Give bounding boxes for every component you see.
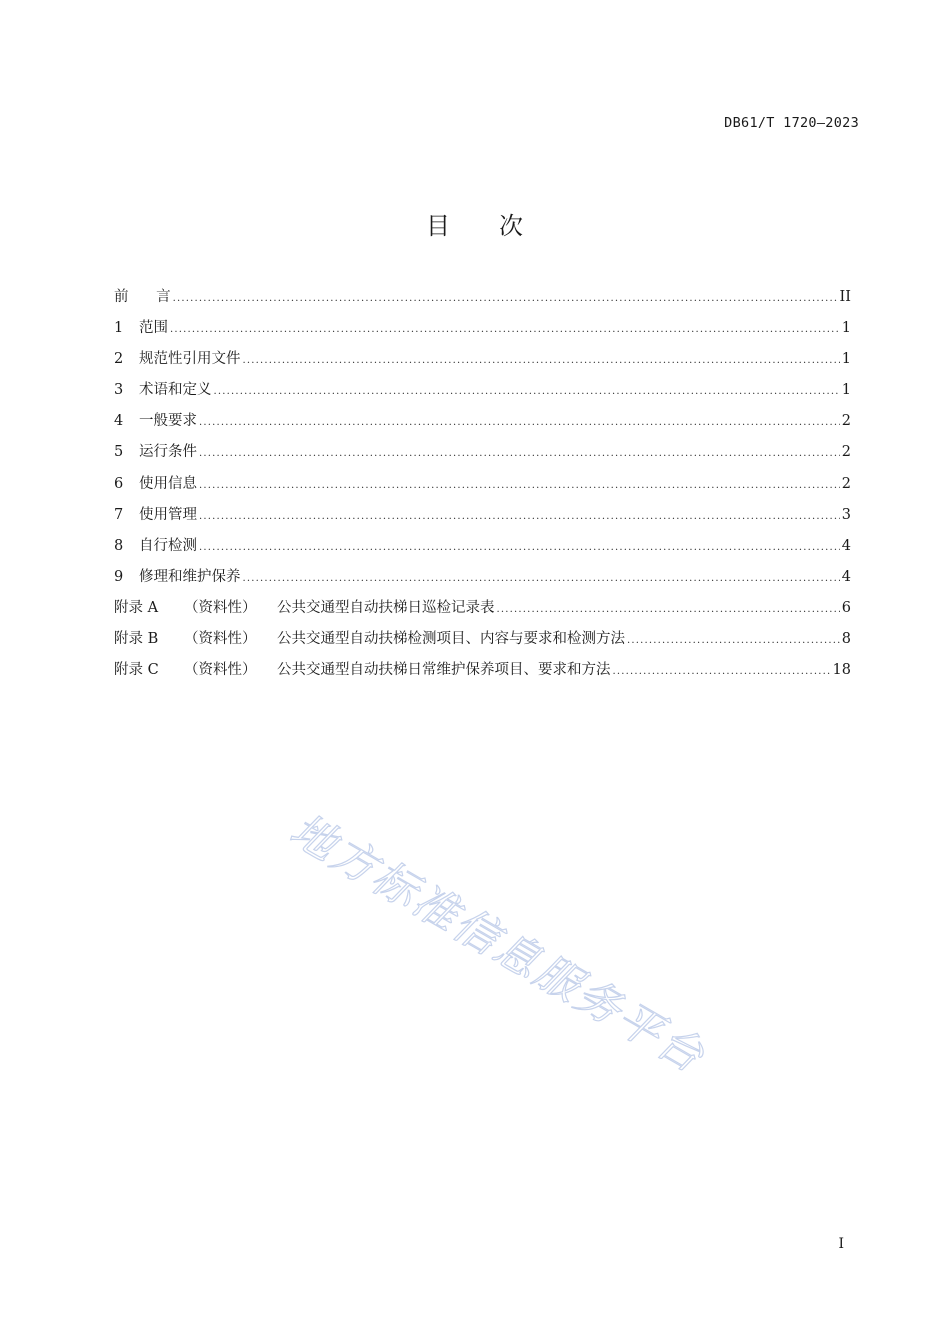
toc-entry-page: II bbox=[839, 289, 851, 305]
toc-entry-appendix-a[interactable] bbox=[114, 596, 851, 627]
toc-entry-9[interactable] bbox=[114, 565, 851, 596]
toc-entry-number: 9 bbox=[114, 568, 124, 585]
page-number: I bbox=[838, 1236, 844, 1252]
toc-entry-page: 2 bbox=[841, 475, 851, 492]
toc-entry-page: 3 bbox=[841, 506, 851, 523]
toc-entry-8[interactable] bbox=[114, 534, 851, 565]
toc-leader-dots bbox=[243, 567, 840, 591]
toc-entry-number: 2 bbox=[114, 351, 124, 368]
toc-entry-page: 4 bbox=[841, 568, 851, 585]
toc-appendix-label: 附录 B bbox=[114, 631, 159, 648]
toc-entry-appendix-b[interactable] bbox=[114, 627, 851, 658]
toc-entry-foreword[interactable] bbox=[114, 285, 851, 316]
toc-leader-dots bbox=[613, 660, 831, 684]
toc-leader-dots bbox=[199, 411, 840, 435]
toc-entry-page: 8 bbox=[841, 631, 851, 648]
toc-title-char-1: 目 bbox=[426, 212, 451, 240]
toc-entry-page: 2 bbox=[841, 413, 851, 430]
watermark: 地方标准信息服务平台 bbox=[281, 804, 715, 1084]
toc-entry-page: 18 bbox=[832, 662, 851, 679]
toc-entry-page: 1 bbox=[841, 320, 851, 337]
toc-entry-6[interactable] bbox=[114, 472, 851, 503]
toc-entry-3[interactable] bbox=[114, 378, 851, 409]
toc-entry-text: 术语和定义 bbox=[139, 382, 212, 399]
toc-entry-page: 1 bbox=[841, 382, 851, 399]
toc-entry-text: 公共交通型自动扶梯检测项目、内容与要求和检测方法 bbox=[277, 631, 625, 648]
toc-entry-number: 8 bbox=[114, 537, 124, 554]
toc-entry-number: 4 bbox=[114, 413, 124, 430]
toc-leader-dots bbox=[214, 380, 840, 404]
toc-leader-dots bbox=[199, 442, 840, 466]
toc-leader-dots bbox=[627, 629, 840, 653]
toc-entry-appendix-c[interactable] bbox=[114, 658, 851, 689]
table-of-contents bbox=[114, 285, 851, 689]
toc-entry-text: 使用管理 bbox=[139, 506, 197, 523]
toc-entry-page: 6 bbox=[841, 599, 851, 616]
toc-entry-page: 2 bbox=[841, 444, 851, 461]
toc-entry-text: 规范性引用文件 bbox=[139, 351, 241, 368]
toc-entry-text: 一般要求 bbox=[139, 413, 197, 430]
document-code: DB61/T 1720—2023 bbox=[724, 115, 859, 131]
toc-entry-number: 1 bbox=[114, 320, 124, 337]
toc-entry-page: 4 bbox=[841, 537, 851, 554]
toc-entry-1[interactable] bbox=[114, 316, 851, 347]
toc-entry-text: 公共交通型自动扶梯日常维护保养项目、要求和方法 bbox=[277, 662, 611, 679]
toc-title bbox=[0, 206, 950, 241]
toc-appendix-label: 附录 C bbox=[114, 662, 159, 679]
toc-appendix-type: （资料性） bbox=[184, 599, 257, 616]
toc-entry-text: 自行检测 bbox=[139, 537, 197, 554]
toc-entry-7[interactable] bbox=[114, 503, 851, 534]
toc-appendix-label: 附录 A bbox=[114, 599, 159, 616]
toc-entry-number: 7 bbox=[114, 506, 124, 523]
toc-entry-text: 运行条件 bbox=[139, 444, 197, 461]
toc-entry-number: 6 bbox=[114, 475, 124, 492]
toc-entry-page: 1 bbox=[841, 351, 851, 368]
toc-leader-dots bbox=[243, 349, 840, 373]
toc-title-char-2: 次 bbox=[499, 212, 524, 240]
toc-entry-number: 3 bbox=[114, 382, 124, 399]
toc-leader-dots bbox=[199, 474, 840, 498]
toc-entry-number: 5 bbox=[114, 444, 124, 461]
toc-entry-text: 前 言 bbox=[114, 289, 171, 305]
toc-entry-text: 修理和维护保养 bbox=[139, 568, 241, 585]
toc-entry-text: 范围 bbox=[139, 320, 168, 337]
toc-leader-dots bbox=[497, 598, 840, 622]
toc-appendix-type: （资料性） bbox=[184, 662, 257, 679]
toc-leader-dots bbox=[199, 536, 840, 560]
toc-entry-text: 使用信息 bbox=[139, 475, 197, 492]
toc-appendix-type: （资料性） bbox=[184, 631, 257, 648]
toc-leader-dots bbox=[170, 318, 840, 342]
toc-entry-text: 公共交通型自动扶梯日巡检记录表 bbox=[277, 599, 495, 616]
toc-leader-dots bbox=[199, 505, 840, 529]
toc-entry-5[interactable] bbox=[114, 440, 851, 471]
toc-entry-4[interactable] bbox=[114, 409, 851, 440]
toc-entry-2[interactable] bbox=[114, 347, 851, 378]
toc-leader-dots bbox=[173, 287, 838, 311]
